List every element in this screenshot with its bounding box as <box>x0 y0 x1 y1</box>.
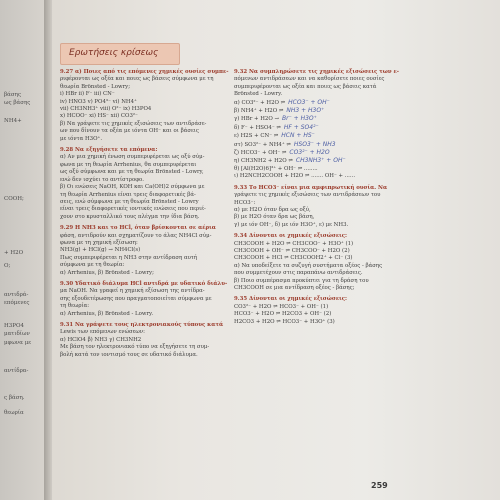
line-text: H2CO3 + H2O ⇌ HCO3⁻ + H3O⁺ (3) <box>234 318 335 325</box>
line-text: ριφέρονται ως οξέα και ποιες ως βάσεις σύμφωνα με τη <box>60 76 214 83</box>
left-page-fragment: μφωνα με <box>4 340 32 346</box>
text-line <box>234 132 394 140</box>
line-text: CH3COOH + H2O ⇌ CH3COO⁻ + H3O⁺ (1) <box>234 240 354 247</box>
line-text: CO3²⁻ + H2O ⇌ HCO3⁻ + OH⁻ (1) <box>234 303 329 310</box>
line-text: στ) SO3²⁻ + NH4⁺ ⇌ <box>234 141 291 148</box>
text-line <box>60 91 225 98</box>
line-text: σης εξουδετέρωσης που πραγματοποιείται σύμφωνα με <box>60 295 212 302</box>
left-page <box>0 0 48 500</box>
text-line <box>234 141 394 149</box>
section-title: Ερωτήσεις κρίσεως <box>69 48 159 58</box>
text-line <box>60 99 225 106</box>
handwritten-answer: Br⁻ + H3O⁺ <box>282 115 317 123</box>
handwritten-answer: HF + SO4²⁻ <box>283 123 319 131</box>
text-line <box>234 270 394 277</box>
text-line <box>234 255 394 262</box>
section-header <box>60 43 180 65</box>
line-text: φάση, αντιδρούν και σχηματίζουν το άλας NH4Cl σύμ- <box>60 232 212 239</box>
line-text: φωνα με τη θεωρία Arrhenius, θα συμπεριφέρεται <box>60 161 197 168</box>
line-text: ζ) HCO3⁻ + OH⁻ ⇌ <box>234 150 287 157</box>
line-text: β) Ποιο συμπέρασμα προκύπτει για τη δράση του <box>234 277 369 284</box>
text-line <box>234 91 394 98</box>
exercise-heading <box>234 185 394 192</box>
left-page-fragment: NH4+ <box>4 118 22 124</box>
text-line <box>234 214 394 221</box>
line-text: 9.35 Δίνονται οι χημικές εξισώσεις: <box>234 296 348 303</box>
text-line <box>234 84 394 91</box>
text-line <box>60 214 225 221</box>
line-text: ως οξύ σύμφωνα και με τη θεωρία Brönsted - Lowry, <box>60 169 204 176</box>
line-text: x) HCOO⁻ xi) HS⁻ xii) CO3²⁻ <box>60 113 138 120</box>
line-text: Πως συμπεριφέρεται η NH3 στην αντίδραση αυτή <box>60 254 198 261</box>
line-text: δ) F⁻ + HSO4⁻ ⇌ <box>234 124 281 131</box>
line-text: γ) με ιόν OH⁻, δ) με ιόν H3O⁺, ε) με NH3. <box>234 221 349 228</box>
text-line <box>60 233 225 240</box>
line-text: 9.27 α) Ποιες από τις επόμενες χημικές ουσίες συμπε- <box>60 69 229 75</box>
line-text: γράψετε τις χημικές εξισώσεις των αντιδράσεων του <box>234 192 381 199</box>
line-text: α) Αν μια χημική ένωση συμπεριφέρεται ως οξύ σύμ- <box>60 154 205 161</box>
left-page-fragment: ς βάση. <box>4 395 25 401</box>
left-column <box>60 69 229 359</box>
text-line <box>234 149 394 157</box>
text-line <box>60 169 225 176</box>
line-text: θεωρία Brönsted - Lowry; <box>60 83 131 90</box>
text-line <box>60 128 225 135</box>
line-text: Lewis των επόμενων ενώσεων: <box>60 329 145 336</box>
line-text: α) Arrhenius, β) Brönsted - Lowry; <box>60 269 154 276</box>
line-text: 9.32 Να συμπληρώσετε τις χημικές εξισώσεις των ε- <box>234 69 399 75</box>
text-line <box>234 311 394 318</box>
exercise-heading <box>234 296 394 303</box>
line-text: α) με H2O όταν δρα ως οξύ, <box>234 206 311 213</box>
line-text: τη θεωρία: <box>60 303 90 310</box>
text-line <box>60 206 225 213</box>
left-page-fragment: επόμενες <box>4 300 30 306</box>
handwritten-answer: CH3NH3⁺ + OH⁻ <box>295 157 346 165</box>
text-line <box>234 278 394 285</box>
left-page-fragment: αντιδρά- <box>4 292 29 298</box>
text-line <box>234 222 394 229</box>
text-line <box>60 352 225 359</box>
text-line <box>60 262 225 269</box>
line-text: βολή κατά τον ιοντισμό τους σε υδατικό διάλυμα. <box>60 351 198 358</box>
text-line <box>60 184 225 191</box>
line-text: CH3COOH σε μια αντίδραση οξέος - βάσης; <box>234 284 355 291</box>
line-text: τη θεωρία Arrhenius είναι τρεις διαφορετικές βά- <box>60 191 196 198</box>
text-line <box>234 241 394 248</box>
text-line <box>60 288 225 295</box>
handwritten-answer: HCN + HS⁻ <box>281 132 315 140</box>
text-line <box>234 192 394 199</box>
line-text: i) HBr ii) F⁻ iii) CN⁻ <box>60 91 115 98</box>
text-line <box>234 107 394 115</box>
text-line <box>60 136 225 143</box>
text-line <box>234 319 394 326</box>
exercise-heading <box>60 225 225 232</box>
line-text: 9.34 Δίνονται οι χημικές εξισώσεις: <box>234 233 348 240</box>
text-line <box>234 76 394 83</box>
text-line <box>234 200 394 207</box>
line-text: α) Να υποδείξετε τα συζυγή συστήματα οξέος - βάσης <box>234 262 383 269</box>
left-page-fragment: αντίδρα- <box>4 368 29 374</box>
handwritten-answer: HSO3⁻ + NH3 <box>293 140 336 148</box>
line-text: β) NH4⁺ + H2O ⇌ <box>234 108 284 115</box>
text-line <box>60 303 225 310</box>
text-line <box>60 270 225 277</box>
line-text: α) CO3²⁻ + H2O ⇌ <box>234 99 286 106</box>
text-line <box>234 285 394 292</box>
text-line <box>60 76 225 83</box>
text-line <box>60 311 225 318</box>
text-line <box>60 113 225 120</box>
line-text: ε) H2S + CN⁻ ⇌ <box>234 133 279 140</box>
line-text: HCO3⁻: <box>234 199 256 206</box>
line-text: CH3COOH + OH⁻ ⇌ CH3COO⁻ + H2O (2) <box>234 247 350 254</box>
text-line <box>60 344 225 351</box>
line-text: χουν στο κρυσταλλικό τους πλέγμα την ίδια βάση. <box>60 213 200 220</box>
left-page-fragment: ως βάσης <box>4 100 31 106</box>
text-line <box>234 99 394 107</box>
line-text: 9.30 Υδατικό διάλυμα HCl αντιδρά με υδατικό διάλυ- <box>60 280 228 287</box>
left-page-fragment: θεωρία <box>4 410 24 416</box>
text-line <box>60 177 225 184</box>
line-text: NH3(g) + HCl(g) → NH4Cl(s) <box>60 247 141 254</box>
handwritten-answer: NH3 + H3O⁺ <box>286 107 325 115</box>
line-text: μα NaOH. Να γραφεί η χημική εξίσωση της αντίδρα- <box>60 288 205 295</box>
line-text: ενώ δεν ισχύει το αντίστροφο. <box>60 176 144 183</box>
line-text: iv) HNO3 v) PO4³⁻ vi) NH4⁺ <box>60 98 137 105</box>
text-line <box>234 124 394 132</box>
line-text: α) Arrhenius, β) Brönsted - Lowry. <box>60 310 154 317</box>
line-text: ων που δίνουν τα οξέα με ιόντα OH⁻ και οι βάσεις <box>60 128 199 135</box>
line-text: 9.31 Να γράψετε τους ηλεκτρονιακούς τύπους κατά <box>60 322 224 328</box>
line-text: β) Να γράψετε τις χημικές εξισώσεις των αντιδράσε- <box>60 120 207 127</box>
line-text: 9.33 Το HCO3⁻ είναι μια αμφιπρωτική ουσία. Να <box>234 184 388 191</box>
line-text: σεις, ενώ σύμφωνα με τη θεωρία Brönsted - Lowry <box>60 198 199 205</box>
text-line <box>60 329 225 336</box>
left-page-fragment: H3PO4 <box>4 323 25 329</box>
handwritten-answer: HCO3⁻ + OH⁻ <box>288 98 330 106</box>
left-page-fragment: COOH; <box>4 196 24 202</box>
text-line <box>234 157 394 165</box>
text-line <box>60 154 225 161</box>
exercise-heading <box>234 233 394 240</box>
page-number: 259 <box>371 481 388 490</box>
text-line <box>234 173 394 180</box>
text-line <box>60 192 225 199</box>
line-text: η) CH3NH2 + H2O ⇌ <box>234 158 293 165</box>
line-text: HCO3⁻ + H2O ⇌ H2CO3 + OH⁻ (2) <box>234 311 332 318</box>
line-text: Με βάση τον ηλεκτρονιακό τύπο να εξηγήσετε τη συμ- <box>60 344 210 351</box>
line-text: φωνα με τη χημική εξίσωση: <box>60 239 138 246</box>
line-text: γ) HBr + H2O → <box>234 116 280 123</box>
line-text: CH3COOH + HCl ⇌ CH3COOH2⁺ + Cl⁻ (3) <box>234 255 353 262</box>
left-page-fragment: βάσης <box>4 92 22 98</box>
line-text: με ιόντα H3O⁺. <box>60 135 103 142</box>
line-text: β) Οι ενώσεις NaOH, KOH και Ca(OH)2 σύμφωνα με <box>60 184 205 191</box>
line-text: σύμφωνα με τη θεωρία: <box>60 262 125 269</box>
left-page-fragment: ματιδίων <box>4 331 30 337</box>
line-text: είναι τρεις διαφορετικές ιοντικές ενώσεις που περιέ- <box>60 206 206 213</box>
left-page-fragment: O; <box>4 263 11 269</box>
line-text: α) HClO4 β) NH3 γ) CH3NH2 <box>60 336 142 343</box>
text-line <box>234 115 394 123</box>
line-text: που συμμετέχουν στις παραπάνω αντιδράσεις. <box>234 270 363 277</box>
line-text: 9.29 Η NH3 και το HCl, όταν βρίσκονται σε αέρια <box>60 225 216 232</box>
line-text: πόμενων αντιδράσεων και να καθορίσετε ποιες ουσίες <box>234 76 385 83</box>
text-line <box>60 247 225 254</box>
line-text: συμπεριφέρονται ως οξέα και ποιες ως βάσεις κατά <box>234 83 377 90</box>
left-page-fragment: + H2O <box>4 250 24 256</box>
book-gutter <box>44 0 52 500</box>
line-text: 9.28 Να εξηγήσετε τα επόμενα: <box>60 147 158 154</box>
handwritten-answer: CO3²⁻ + H2O <box>289 149 330 157</box>
line-text: vii) CH3NH3⁺ viii) O²⁻ ix) H3PO4 <box>60 106 152 113</box>
line-text: ι) H2NCH2COOH + H2O ⇌ ....... OH⁻ + ...... <box>234 173 356 180</box>
line-text: θ) [Al(H2O)6]³⁺ + OH⁻ ⇌ ........ <box>234 165 318 172</box>
line-text: Brönsted - Lowry. <box>234 91 283 98</box>
right-column <box>234 69 399 326</box>
line-text: β) με H2O όταν δρα ως βάση, <box>234 214 315 221</box>
